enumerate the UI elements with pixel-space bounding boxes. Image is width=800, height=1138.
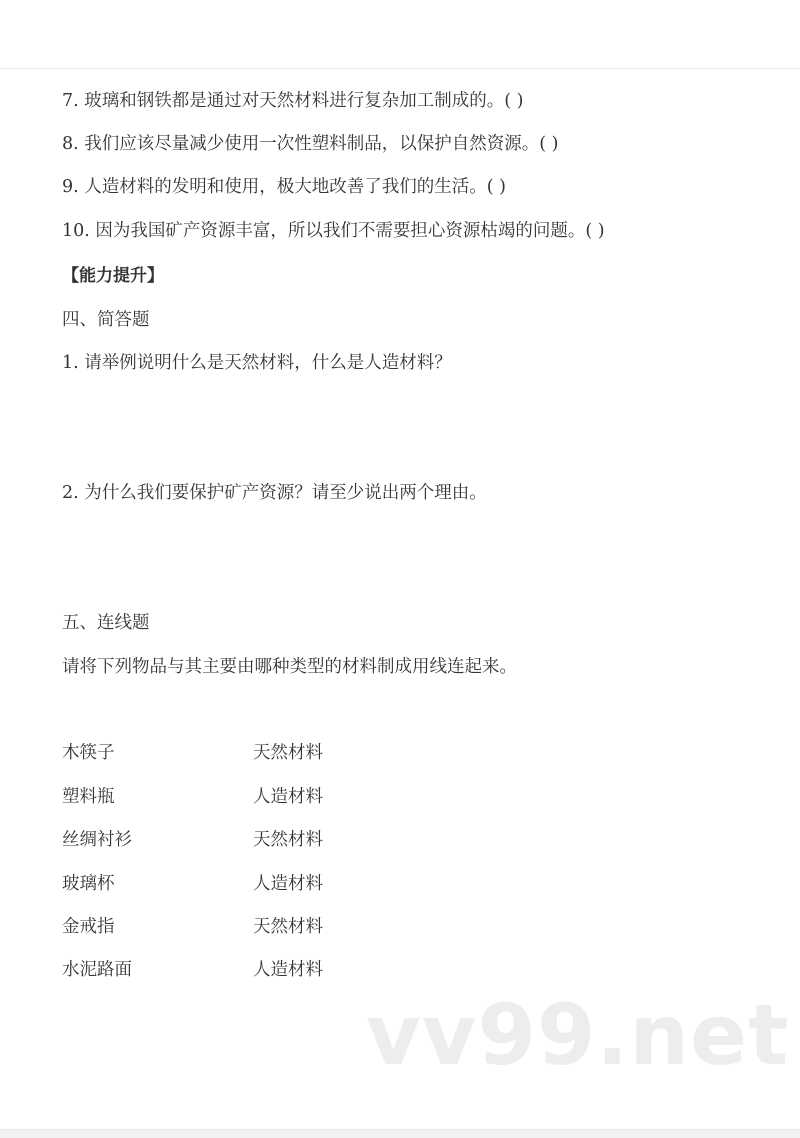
section-5-title: 五、连线题	[62, 613, 150, 633]
matching-item: 木筷子	[62, 743, 115, 763]
matching-item: 水泥路面	[62, 960, 132, 980]
top-divider	[0, 68, 800, 69]
matching-item: 丝绸衬衫	[62, 830, 132, 850]
matching-material: 人造材料	[253, 960, 323, 980]
matching-material: 天然材料	[253, 743, 323, 763]
short-answer-question-1: 1. 请举例说明什么是天然材料，什么是人造材料？	[62, 353, 452, 373]
question-8: 8. 我们应该尽量减少使用一次性塑料制品，以保护自然资源。( )	[62, 134, 559, 154]
short-answer-question-2: 2. 为什么我们要保护矿产资源？请至少说出两个理由。	[62, 483, 487, 503]
question-10: 10. 因为我国矿产资源丰富，所以我们不需要担心资源枯竭的问题。( )	[62, 221, 605, 241]
ability-section-header: 【能力提升】	[62, 266, 164, 286]
watermark: vv99.net	[366, 986, 790, 1084]
matching-instruction: 请将下列物品与其主要由哪种类型的材料制成用线连起来。	[62, 657, 517, 677]
matching-material: 人造材料	[253, 874, 323, 894]
question-9: 9. 人造材料的发明和使用，极大地改善了我们的生活。( )	[62, 177, 506, 197]
question-7: 7. 玻璃和钢铁都是通过对天然材料进行复杂加工制成的。( )	[62, 91, 524, 111]
matching-item: 金戒指	[62, 917, 115, 937]
matching-item: 玻璃杯	[62, 874, 115, 894]
matching-material: 天然材料	[253, 830, 323, 850]
matching-material: 天然材料	[253, 917, 323, 937]
matching-material: 人造材料	[253, 787, 323, 807]
matching-item: 塑料瓶	[62, 787, 115, 807]
section-4-title: 四、简答题	[62, 310, 150, 330]
